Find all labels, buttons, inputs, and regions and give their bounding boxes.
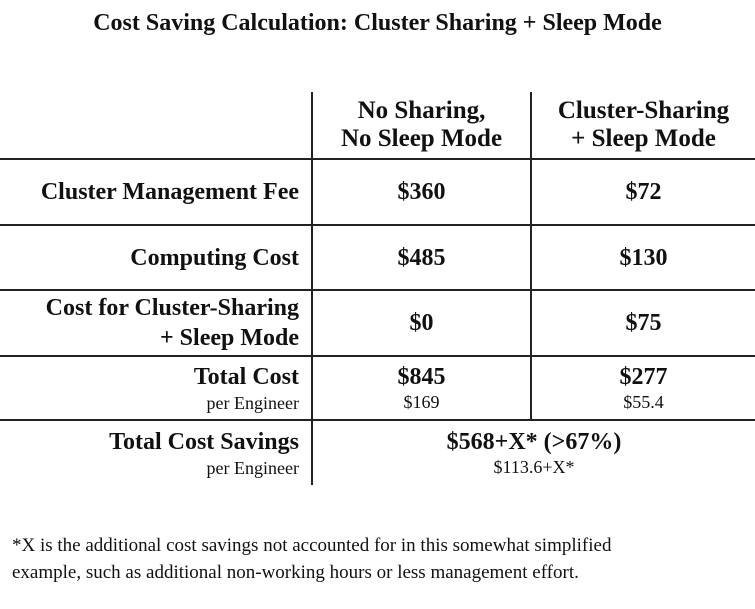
footnote (12, 532, 747, 586)
table-row-management-fee (0, 160, 755, 224)
header-cluster-sharing-line1: Cluster-Sharing (557, 97, 730, 124)
table-header-row (0, 92, 755, 158)
header-no-sharing-line2: No Sleep Mode (340, 125, 503, 152)
header-no-sharing (311, 92, 530, 158)
value-no-sharing: $360 (311, 160, 530, 224)
value-no-sharing (311, 357, 530, 419)
footnote-line1: *X is the additional cost savings not accounted for in this somewhat simplified (12, 535, 612, 556)
row-label-sub: per Engineer (206, 393, 299, 413)
page-title: Cost Saving Calculation: Cluster Sharing + Sleep Mode (93, 10, 662, 36)
value-sharing: $72 (530, 160, 755, 224)
value-savings (311, 421, 755, 485)
value-no-sharing: $0 (311, 291, 530, 355)
value-sharing: $75 (530, 291, 755, 355)
value-sub: $169 (403, 392, 440, 412)
header-empty-cell (0, 92, 311, 158)
value-main: $568+X* (>67%) (446, 429, 622, 455)
value-sub: $55.4 (623, 392, 664, 412)
row-label-main: Total Cost Savings (109, 429, 299, 455)
row-label-line2: + Sleep Mode (160, 325, 299, 351)
value-main: $845 (397, 364, 446, 390)
footnote-line2: example, such as additional non-working hours or less management effort. (12, 562, 579, 583)
header-cluster-sharing (530, 92, 755, 158)
value-sharing: $130 (530, 226, 755, 289)
row-label-line1: Cost for Cluster-Sharing (45, 295, 299, 321)
row-label: Computing Cost (130, 244, 299, 271)
value-sub: $113.6+X* (493, 457, 575, 477)
header-no-sharing-line1: No Sharing, (357, 97, 486, 124)
value-sharing (530, 357, 755, 419)
row-label-sub: per Engineer (206, 458, 299, 478)
row-label-main: Total Cost (193, 364, 299, 390)
row-label (0, 421, 311, 485)
header-cluster-sharing-line2: + Sleep Mode (571, 125, 716, 152)
value-main: $277 (619, 364, 668, 390)
row-label: Cluster Management Fee (40, 179, 299, 205)
row-label (0, 291, 311, 355)
table-row-total-cost (0, 357, 755, 419)
row-label (0, 357, 311, 419)
table-row-total-savings (0, 421, 755, 485)
table-row-computing-cost (0, 226, 755, 289)
table-row-sharing-cost (0, 291, 755, 355)
value-no-sharing: $485 (311, 226, 530, 289)
